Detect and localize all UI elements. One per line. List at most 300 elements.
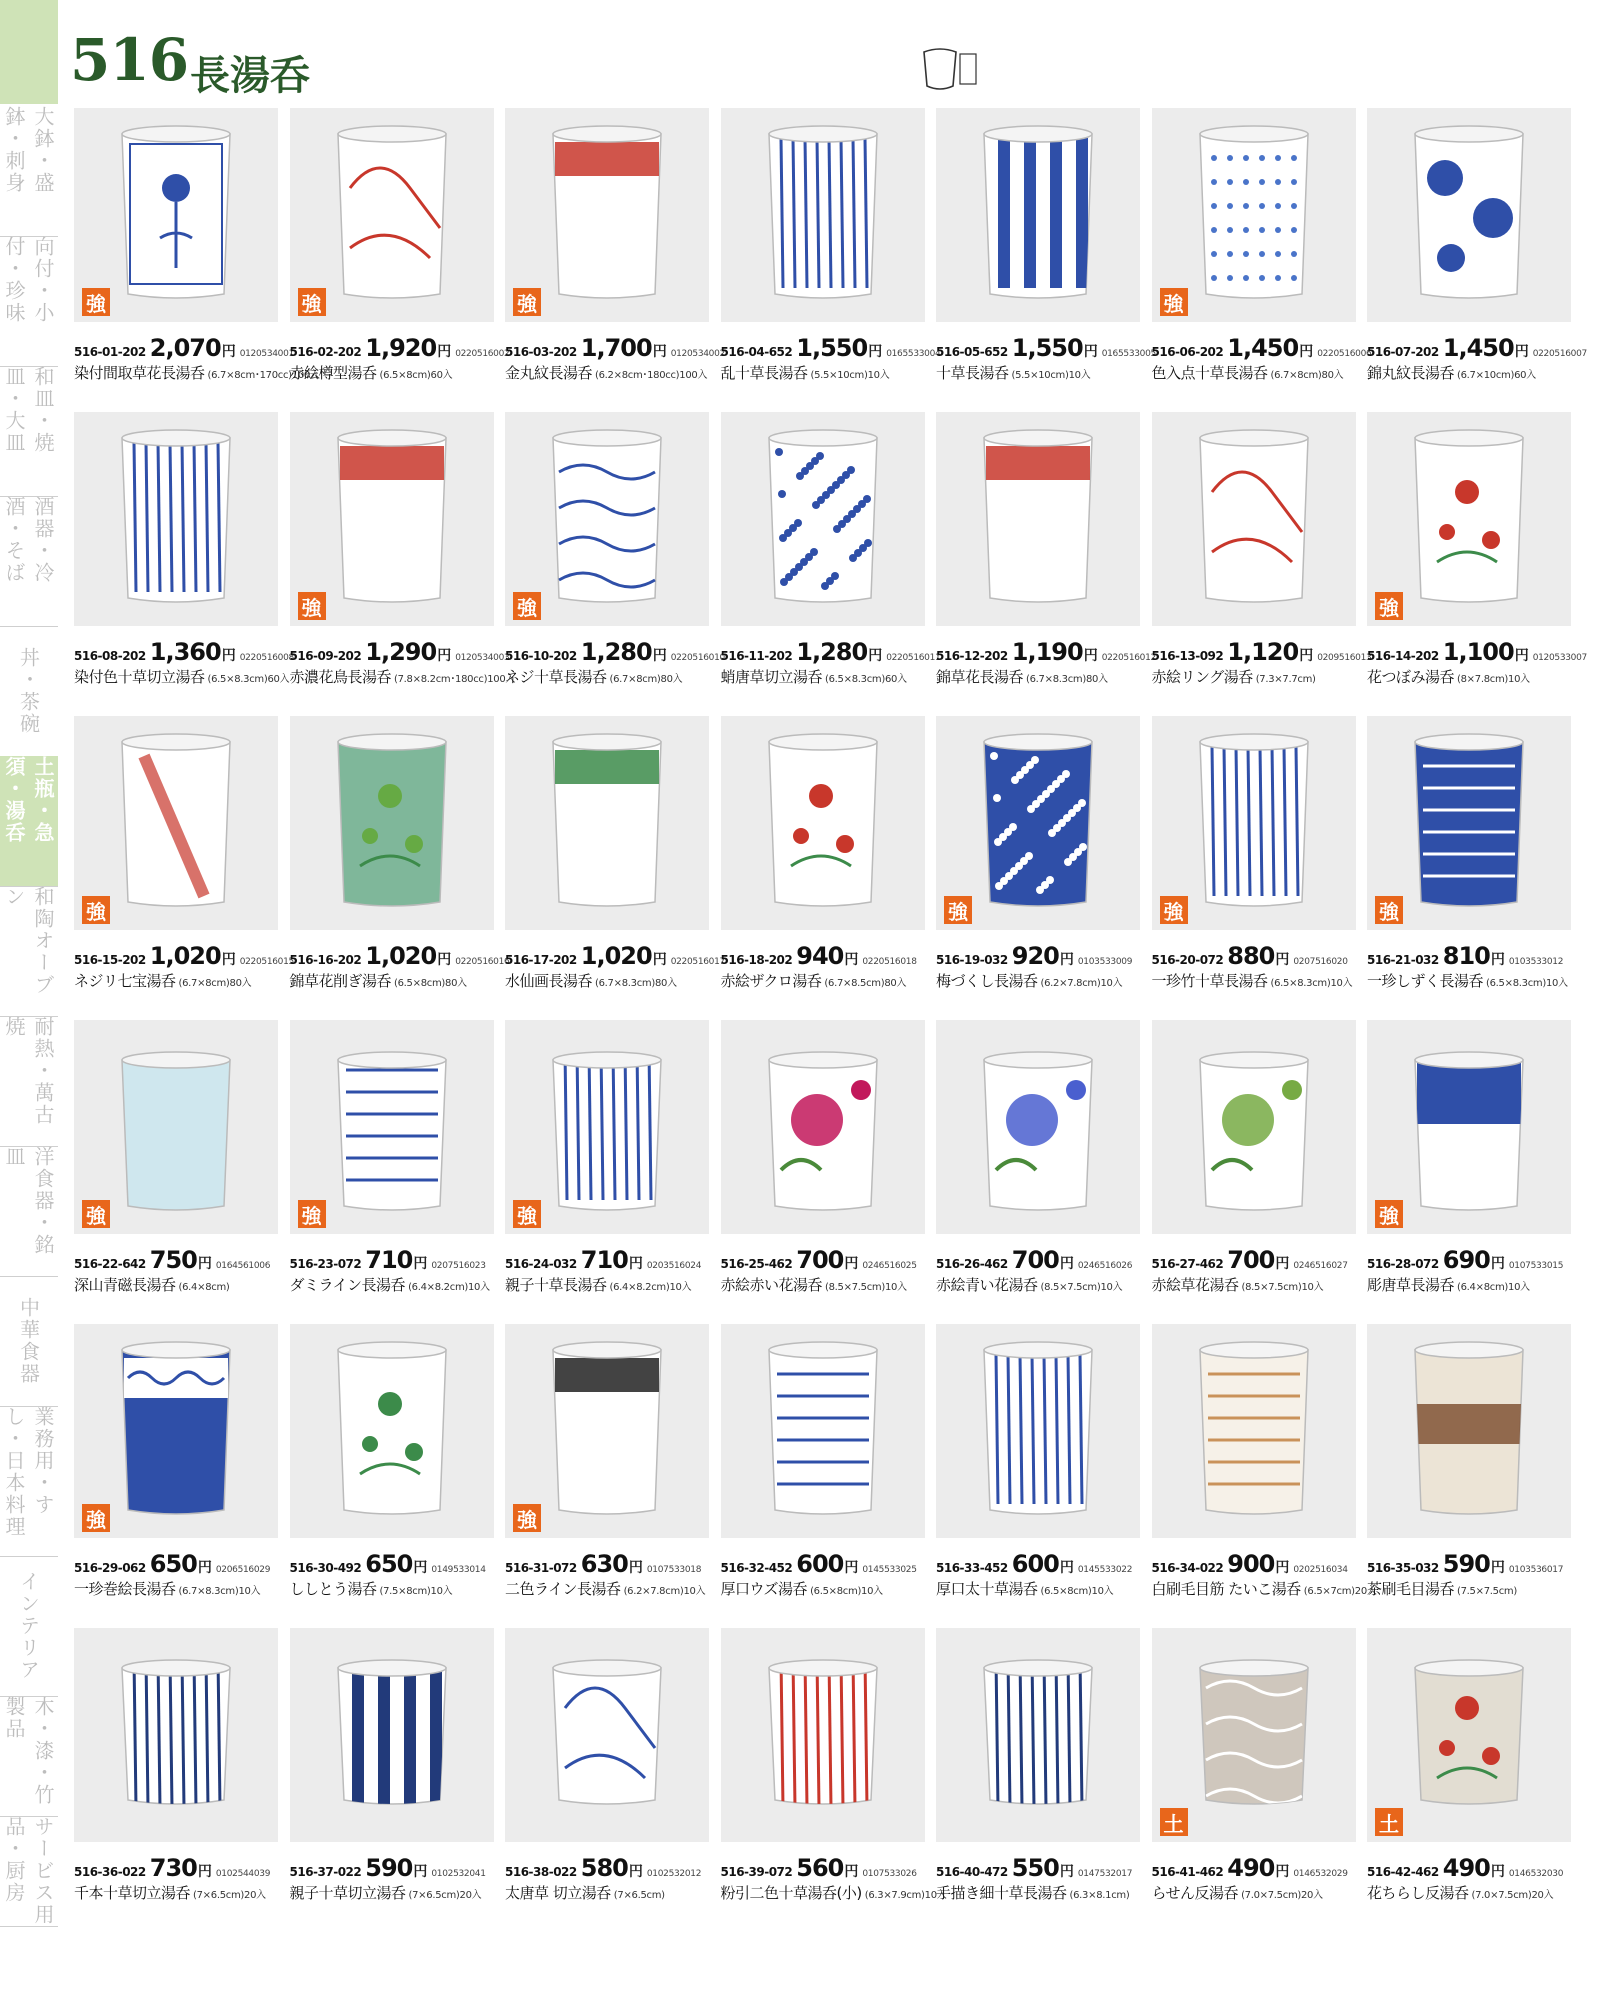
sidebar-category-label: 向付・小付・珍味 [2, 236, 55, 324]
cup-illustration [721, 412, 925, 626]
product-name-line [290, 1578, 504, 1599]
strength-badge: 強 [1375, 1200, 1403, 1228]
product-jan-code: 0107533026 [862, 1869, 917, 1879]
product-name: 赤絵草花湯呑 [1151, 1276, 1239, 1294]
product-item[interactable] [288, 716, 510, 1020]
product-code: 516-12-202 [936, 649, 1008, 663]
yen-symbol: 円 [844, 1256, 859, 1272]
product-price: 920 [1011, 942, 1059, 970]
product-name-line [936, 1882, 1150, 1903]
product-item[interactable] [1150, 108, 1372, 412]
strength-badge: 強 [82, 1200, 110, 1228]
cup-illustration [505, 1628, 709, 1842]
product-item[interactable] [719, 1324, 933, 1628]
strength-badge: 強 [513, 1504, 541, 1532]
yen-symbol: 円 [1299, 648, 1314, 664]
sidebar-category-label: サービス用品・厨房 [2, 1816, 55, 1926]
product-name-line [721, 362, 935, 383]
cup-illustration [721, 1324, 925, 1538]
product-item[interactable] [1150, 1020, 1364, 1324]
product-spec: (6.5×7cm)20入 [1303, 1586, 1377, 1597]
product-code-line [1152, 1246, 1366, 1274]
sidebar-category-10[interactable] [0, 1406, 58, 1557]
product-price: 1,550 [1011, 334, 1083, 362]
strength-badge: 強 [1160, 896, 1188, 924]
product-price: 1,280 [796, 638, 868, 666]
product-name-line [289, 666, 516, 687]
product-code-line [1367, 334, 1587, 362]
product-name: 乱十草長湯呑 [720, 364, 808, 382]
product-item[interactable] [934, 1324, 1148, 1628]
sidebar-category-7[interactable] [0, 1016, 58, 1147]
product-item[interactable] [719, 1020, 933, 1324]
yen-symbol: 円 [1083, 344, 1098, 360]
product-spec: (6.7×8cm･170cc)100入 [207, 370, 320, 381]
product-item[interactable] [72, 1628, 286, 1932]
yen-symbol: 円 [1083, 648, 1098, 664]
product-spec: (7.3×7.7cm) [1255, 674, 1316, 685]
product-code-line [74, 1246, 288, 1274]
sidebar-category-label: 洋食器・銘皿 [2, 1146, 55, 1256]
product-spec: (6.2×7.8cm)10入 [623, 1586, 706, 1597]
product-code: 516-24-032 [505, 1257, 577, 1271]
product-item[interactable] [1150, 716, 1364, 1020]
product-price: 1,290 [365, 638, 437, 666]
product-name: 一珍しずく長湯呑 [1367, 972, 1484, 990]
product-item[interactable] [288, 1020, 502, 1324]
yen-symbol: 円 [628, 1560, 643, 1576]
product-name-line [1152, 666, 1366, 687]
product-photo [1367, 108, 1571, 322]
yen-symbol: 円 [1059, 952, 1074, 968]
product-item[interactable] [1150, 1628, 1364, 1932]
product-code-line [1151, 638, 1372, 666]
product-name-line [1367, 1274, 1581, 1295]
product-code-line [74, 1854, 288, 1882]
product-jan-code: 0145533025 [862, 1565, 917, 1575]
product-item[interactable] [503, 1020, 717, 1324]
product-item[interactable] [1365, 1324, 1579, 1628]
product-code-line [936, 942, 1150, 970]
product-code-line [936, 1550, 1150, 1578]
product-item[interactable] [934, 108, 1156, 412]
product-code-line [290, 1854, 504, 1882]
product-item[interactable] [934, 716, 1148, 1020]
sidebar-category-13[interactable] [0, 1816, 58, 1927]
sidebar-category-2[interactable] [0, 366, 58, 497]
product-name-line [74, 1882, 288, 1903]
product-jan-code: 0120534003 [455, 653, 510, 663]
product-spec: (7×6.5cm) [613, 1890, 665, 1901]
product-spec: (6.7×10cm)60入 [1457, 370, 1536, 381]
product-code: 516-19-032 [936, 953, 1008, 967]
product-jan-code: 0120534002 [670, 349, 725, 359]
product-item[interactable] [503, 1628, 717, 1932]
product-spec: (7.0×7.5cm)20入 [1471, 1890, 1554, 1901]
product-item[interactable] [72, 1324, 286, 1628]
product-price: 1,700 [580, 334, 652, 362]
sidebar-category-label: 木・漆・竹製品 [2, 1696, 55, 1806]
yen-symbol: 円 [1299, 344, 1314, 360]
cup-illustration [74, 1628, 278, 1842]
product-item[interactable] [719, 716, 933, 1020]
product-item[interactable] [503, 1324, 717, 1628]
product-name: 粉引二色十草湯呑(小) [720, 1884, 862, 1902]
strength-badge: 強 [82, 896, 110, 924]
product-item[interactable] [72, 716, 294, 1020]
product-code: 516-05-652 [936, 345, 1008, 359]
product-name-line [1152, 970, 1366, 991]
product-name: 花ちらし反湯呑 [1367, 1884, 1469, 1902]
product-name: 赤絵樽型湯呑 [289, 364, 377, 382]
product-jan-code: 0120533007 [1532, 653, 1587, 663]
product-photo [721, 108, 925, 322]
sidebar-category-1[interactable] [0, 236, 58, 367]
product-name-line [74, 970, 288, 991]
product-name: 一珍巻絵長湯呑 [74, 1580, 176, 1598]
product-spec: (6.3×7.9cm)10入 [864, 1890, 947, 1901]
product-jan-code: 0220516018 [862, 957, 917, 967]
product-item[interactable] [1365, 1628, 1579, 1932]
product-code: 516-36-022 [74, 1865, 146, 1879]
sidebar-category-5[interactable] [0, 756, 58, 887]
product-name-line [74, 1274, 288, 1295]
cup-illustration [505, 716, 709, 930]
product-code-line [1367, 1246, 1581, 1274]
product-jan-code: 0103536017 [1508, 1565, 1564, 1575]
cup-illustration [1152, 412, 1356, 626]
product-price: 580 [580, 1854, 628, 1882]
product-jan-code: 0246516027 [1293, 1261, 1348, 1271]
product-price: 710 [580, 1246, 628, 1274]
product-name: 蛸唐草切立湯呑 [720, 668, 823, 686]
product-code-line [289, 334, 510, 362]
product-spec: (6.5×8.3cm)60入 [825, 674, 907, 685]
product-jan-code: 0164561006 [215, 1261, 271, 1271]
strength-badge: 強 [82, 1504, 110, 1532]
yen-symbol: 円 [652, 344, 667, 360]
product-price: 1,280 [580, 638, 652, 666]
product-code: 516-13-092 [1151, 649, 1224, 663]
product-item[interactable] [719, 108, 941, 412]
product-jan-code: 0206516029 [215, 1565, 271, 1575]
product-name: ダミライン長湯呑 [289, 1276, 406, 1294]
product-code-line [1151, 334, 1372, 362]
product-jan-code: 0102532041 [431, 1869, 486, 1879]
product-name-line [1152, 362, 1366, 383]
strength-badge: 強 [1160, 288, 1188, 316]
product-code-line [936, 1854, 1150, 1882]
product-jan-code: 0103533009 [1077, 957, 1133, 967]
product-name-line [1367, 970, 1581, 991]
sidebar-category-label: 大鉢・盛鉢・刺身 [2, 106, 55, 194]
product-code-line [74, 334, 294, 362]
product-price: 750 [149, 1246, 197, 1274]
product-item[interactable] [503, 716, 725, 1020]
product-code: 516-35-032 [1367, 1561, 1439, 1575]
yen-symbol: 円 [1514, 648, 1529, 664]
product-code-line [74, 638, 294, 666]
strength-badge: 強 [513, 288, 541, 316]
product-item[interactable] [719, 412, 941, 716]
product-code: 516-17-202 [505, 953, 577, 967]
product-photo [290, 716, 494, 930]
product-spec: (5.5×10cm)10入 [810, 370, 890, 381]
product-code-line [1367, 638, 1587, 666]
product-item[interactable] [1150, 1324, 1377, 1628]
product-name-line [1152, 1882, 1366, 1903]
product-name: 深山青磁長湯呑 [74, 1276, 176, 1294]
sidebar-category-0[interactable] [0, 106, 58, 237]
sidebar-category-label: 中華食器 [16, 1297, 41, 1385]
product-code: 516-26-462 [936, 1257, 1008, 1271]
product-photo [936, 108, 1140, 322]
product-code: 516-33-452 [936, 1561, 1008, 1575]
product-price: 700 [1227, 1246, 1275, 1274]
product-spec: (6.5×8cm)10入 [810, 1586, 883, 1597]
product-photo [505, 1628, 709, 1842]
product-code: 516-32-452 [720, 1561, 793, 1575]
product-jan-code: 0165533005 [1101, 349, 1156, 359]
product-item[interactable] [288, 108, 510, 412]
sidebar-category-3[interactable] [0, 496, 58, 627]
product-spec: (6.4×8cm)10入 [1457, 1282, 1530, 1293]
product-code-line [1152, 1854, 1366, 1882]
product-code-line [290, 1550, 504, 1578]
product-jan-code: 0102532012 [646, 1869, 702, 1879]
product-spec: (5.5×10cm)10入 [1011, 370, 1091, 381]
product-code-line [936, 334, 1156, 362]
product-name: 赤絵ザクロ湯呑 [720, 972, 822, 990]
product-code-line [1367, 1550, 1581, 1578]
product-item[interactable] [1365, 108, 1587, 412]
product-item[interactable] [288, 412, 516, 716]
product-code: 516-42-462 [1367, 1865, 1439, 1879]
product-price: 2,070 [149, 334, 221, 362]
product-name: ネジ十草長湯呑 [505, 668, 607, 686]
product-jan-code: 0107533018 [646, 1565, 702, 1575]
earthenware-badge: 土 [1375, 1808, 1403, 1836]
product-jan-code: 0149533014 [431, 1565, 486, 1575]
product-code: 516-07-202 [1367, 345, 1439, 359]
product-code: 516-30-492 [289, 1561, 362, 1575]
strength-badge: 強 [298, 288, 326, 316]
product-name-line [1367, 1578, 1581, 1599]
product-item[interactable] [934, 1628, 1148, 1932]
yen-symbol: 円 [221, 648, 236, 664]
product-name: 錦草花削ぎ湯呑 [289, 972, 392, 990]
product-name: 赤絵青い花湯呑 [936, 1276, 1038, 1294]
sidebar-top-tab [0, 0, 58, 104]
yen-symbol: 円 [413, 1560, 428, 1576]
yen-symbol: 円 [868, 344, 883, 360]
product-price: 1,920 [365, 334, 437, 362]
product-name-line [74, 362, 320, 383]
product-jan-code: 0203516024 [646, 1261, 702, 1271]
cup-illustration [721, 1628, 925, 1842]
product-item[interactable] [72, 1020, 286, 1324]
product-spec: (6.7×8.3cm)10入 [178, 1586, 261, 1597]
product-jan-code: 0246516025 [862, 1261, 917, 1271]
cup-illustration [1152, 1324, 1356, 1538]
product-name: 白刷毛目筋 たいこ湯呑 [1151, 1580, 1301, 1598]
product-item[interactable] [288, 1324, 502, 1628]
sidebar-category-6[interactable] [0, 886, 58, 1017]
product-name: 太唐草 切立湯呑 [505, 1884, 611, 1902]
product-code-line [1152, 942, 1366, 970]
yen-symbol: 円 [652, 648, 667, 664]
cup-illustration [721, 108, 925, 322]
product-spec: (6.5×8cm)80入 [394, 978, 467, 989]
product-code: 516-31-072 [505, 1561, 577, 1575]
product-code-line [720, 638, 941, 666]
product-jan-code: 0107533015 [1508, 1261, 1564, 1271]
product-code: 516-02-202 [289, 345, 362, 359]
cup-illustration [936, 412, 1140, 626]
product-jan-code: 0220516016 [455, 957, 510, 967]
sidebar-category-8[interactable] [0, 1146, 58, 1277]
product-jan-code: 0147532017 [1077, 1869, 1133, 1879]
product-code: 516-09-202 [289, 649, 362, 663]
product-name-line [936, 362, 1150, 383]
product-jan-code: 0207516023 [431, 1261, 486, 1271]
product-price: 590 [365, 1854, 413, 1882]
product-item[interactable] [1365, 716, 1579, 1020]
sidebar-category-label: 耐熱・萬古焼 [2, 1016, 55, 1126]
yen-symbol: 円 [1490, 1256, 1505, 1272]
yen-symbol: 円 [197, 1864, 212, 1880]
product-item[interactable] [72, 412, 294, 716]
product-name-line [74, 666, 288, 687]
product-item[interactable] [503, 108, 725, 412]
product-jan-code: 0220516007 [1532, 349, 1587, 359]
product-item[interactable] [288, 1628, 502, 1932]
product-item[interactable] [72, 108, 320, 412]
strength-badge: 強 [944, 896, 972, 924]
cup-illustration [290, 1324, 494, 1538]
product-photo [74, 1628, 278, 1842]
product-price: 560 [796, 1854, 844, 1882]
yen-symbol: 円 [628, 1256, 643, 1272]
product-name: 一珍竹十草長湯呑 [1151, 972, 1268, 990]
product-price: 710 [365, 1246, 413, 1274]
product-spec: (7.5×8cm)10入 [379, 1586, 453, 1597]
product-code-line [1367, 942, 1581, 970]
product-item[interactable] [1150, 412, 1372, 716]
product-code-line [936, 1246, 1150, 1274]
product-name: らせん反湯呑 [1151, 1884, 1239, 1902]
product-photo [1152, 1324, 1356, 1538]
product-price: 880 [1227, 942, 1275, 970]
product-name-line [1367, 666, 1581, 687]
product-photo [1152, 1020, 1356, 1234]
sidebar-category-4[interactable] [0, 626, 58, 757]
long-cup-icon [920, 46, 980, 94]
product-spec: (6.2×8cm･180cc)100入 [595, 370, 708, 381]
yen-symbol: 円 [1490, 952, 1505, 968]
product-item[interactable] [934, 412, 1156, 716]
product-code: 516-25-462 [720, 1257, 793, 1271]
strength-badge: 強 [1375, 896, 1403, 924]
yen-symbol: 円 [1275, 1256, 1290, 1272]
yen-symbol: 円 [844, 1560, 859, 1576]
product-name-line [505, 1578, 719, 1599]
product-jan-code: 0220516002 [455, 349, 510, 359]
strength-badge: 強 [82, 288, 110, 316]
product-jan-code: 0220516010 [670, 653, 725, 663]
product-code-line [505, 638, 725, 666]
cup-illustration [936, 1020, 1140, 1234]
product-name-line [1367, 362, 1581, 383]
sidebar-category-label: 和陶オーブン [2, 886, 55, 996]
product-item[interactable] [1365, 412, 1587, 716]
sidebar-category-11[interactable] [0, 1556, 58, 1697]
product-spec: (6.4×8cm) [178, 1282, 230, 1293]
product-spec: (7.0×7.5cm)20入 [1241, 1890, 1323, 1901]
product-code-line [1367, 1854, 1581, 1882]
sidebar-category-12[interactable] [0, 1696, 58, 1817]
sidebar-category-9[interactable] [0, 1276, 58, 1407]
product-photo [74, 412, 278, 626]
product-name: 染付色十草切立湯呑 [74, 668, 205, 686]
product-item[interactable] [719, 1628, 947, 1932]
product-code: 516-29-062 [74, 1561, 146, 1575]
yen-symbol: 円 [197, 1256, 212, 1272]
product-jan-code: 0145533022 [1077, 1565, 1133, 1575]
product-spec: (6.7×8.5cm)80入 [824, 978, 907, 989]
product-code-line [290, 1246, 504, 1274]
product-code-line [505, 1246, 719, 1274]
yen-symbol: 円 [437, 648, 452, 664]
product-jan-code: 0220516017 [670, 957, 725, 967]
product-item[interactable] [934, 1020, 1148, 1324]
product-jan-code: 0207516020 [1293, 957, 1348, 967]
product-code-line [721, 1854, 935, 1882]
product-code: 516-04-652 [720, 345, 793, 359]
sidebar-category-label: 和皿・焼皿・大皿 [2, 366, 55, 454]
product-name-line [936, 1578, 1150, 1599]
product-code-line [289, 942, 510, 970]
product-spec: (8×7.8cm)10入 [1457, 674, 1530, 685]
product-spec: (6.5×8cm)10入 [1040, 1586, 1114, 1597]
yen-symbol: 円 [628, 1864, 643, 1880]
product-name: ししとう湯呑 [289, 1580, 377, 1598]
product-code: 516-37-022 [289, 1865, 362, 1879]
product-code-line [289, 638, 510, 666]
product-item[interactable] [1365, 1020, 1579, 1324]
product-code-line [720, 334, 941, 362]
product-code: 516-15-202 [74, 953, 146, 967]
product-name: 十草長湯呑 [936, 364, 1009, 382]
product-photo [1367, 1324, 1571, 1538]
yen-symbol: 円 [1059, 1560, 1074, 1576]
product-price: 1,190 [1011, 638, 1083, 666]
product-price: 690 [1442, 1246, 1490, 1274]
product-item[interactable] [503, 412, 725, 716]
product-name: 錦丸紋長湯呑 [1367, 364, 1455, 382]
category-sidebar [0, 106, 58, 1966]
product-name-line [74, 1578, 288, 1599]
product-jan-code: 0220516015 [239, 957, 294, 967]
product-name-line [721, 1578, 935, 1599]
strength-badge: 強 [513, 1200, 541, 1228]
product-name-line [721, 970, 935, 991]
product-spec: (6.5×8cm)60入 [379, 370, 453, 381]
product-price: 1,550 [796, 334, 868, 362]
product-jan-code: 0146532029 [1293, 1869, 1348, 1879]
product-code: 516-03-202 [505, 345, 577, 359]
product-jan-code: 0146532030 [1508, 1869, 1564, 1879]
